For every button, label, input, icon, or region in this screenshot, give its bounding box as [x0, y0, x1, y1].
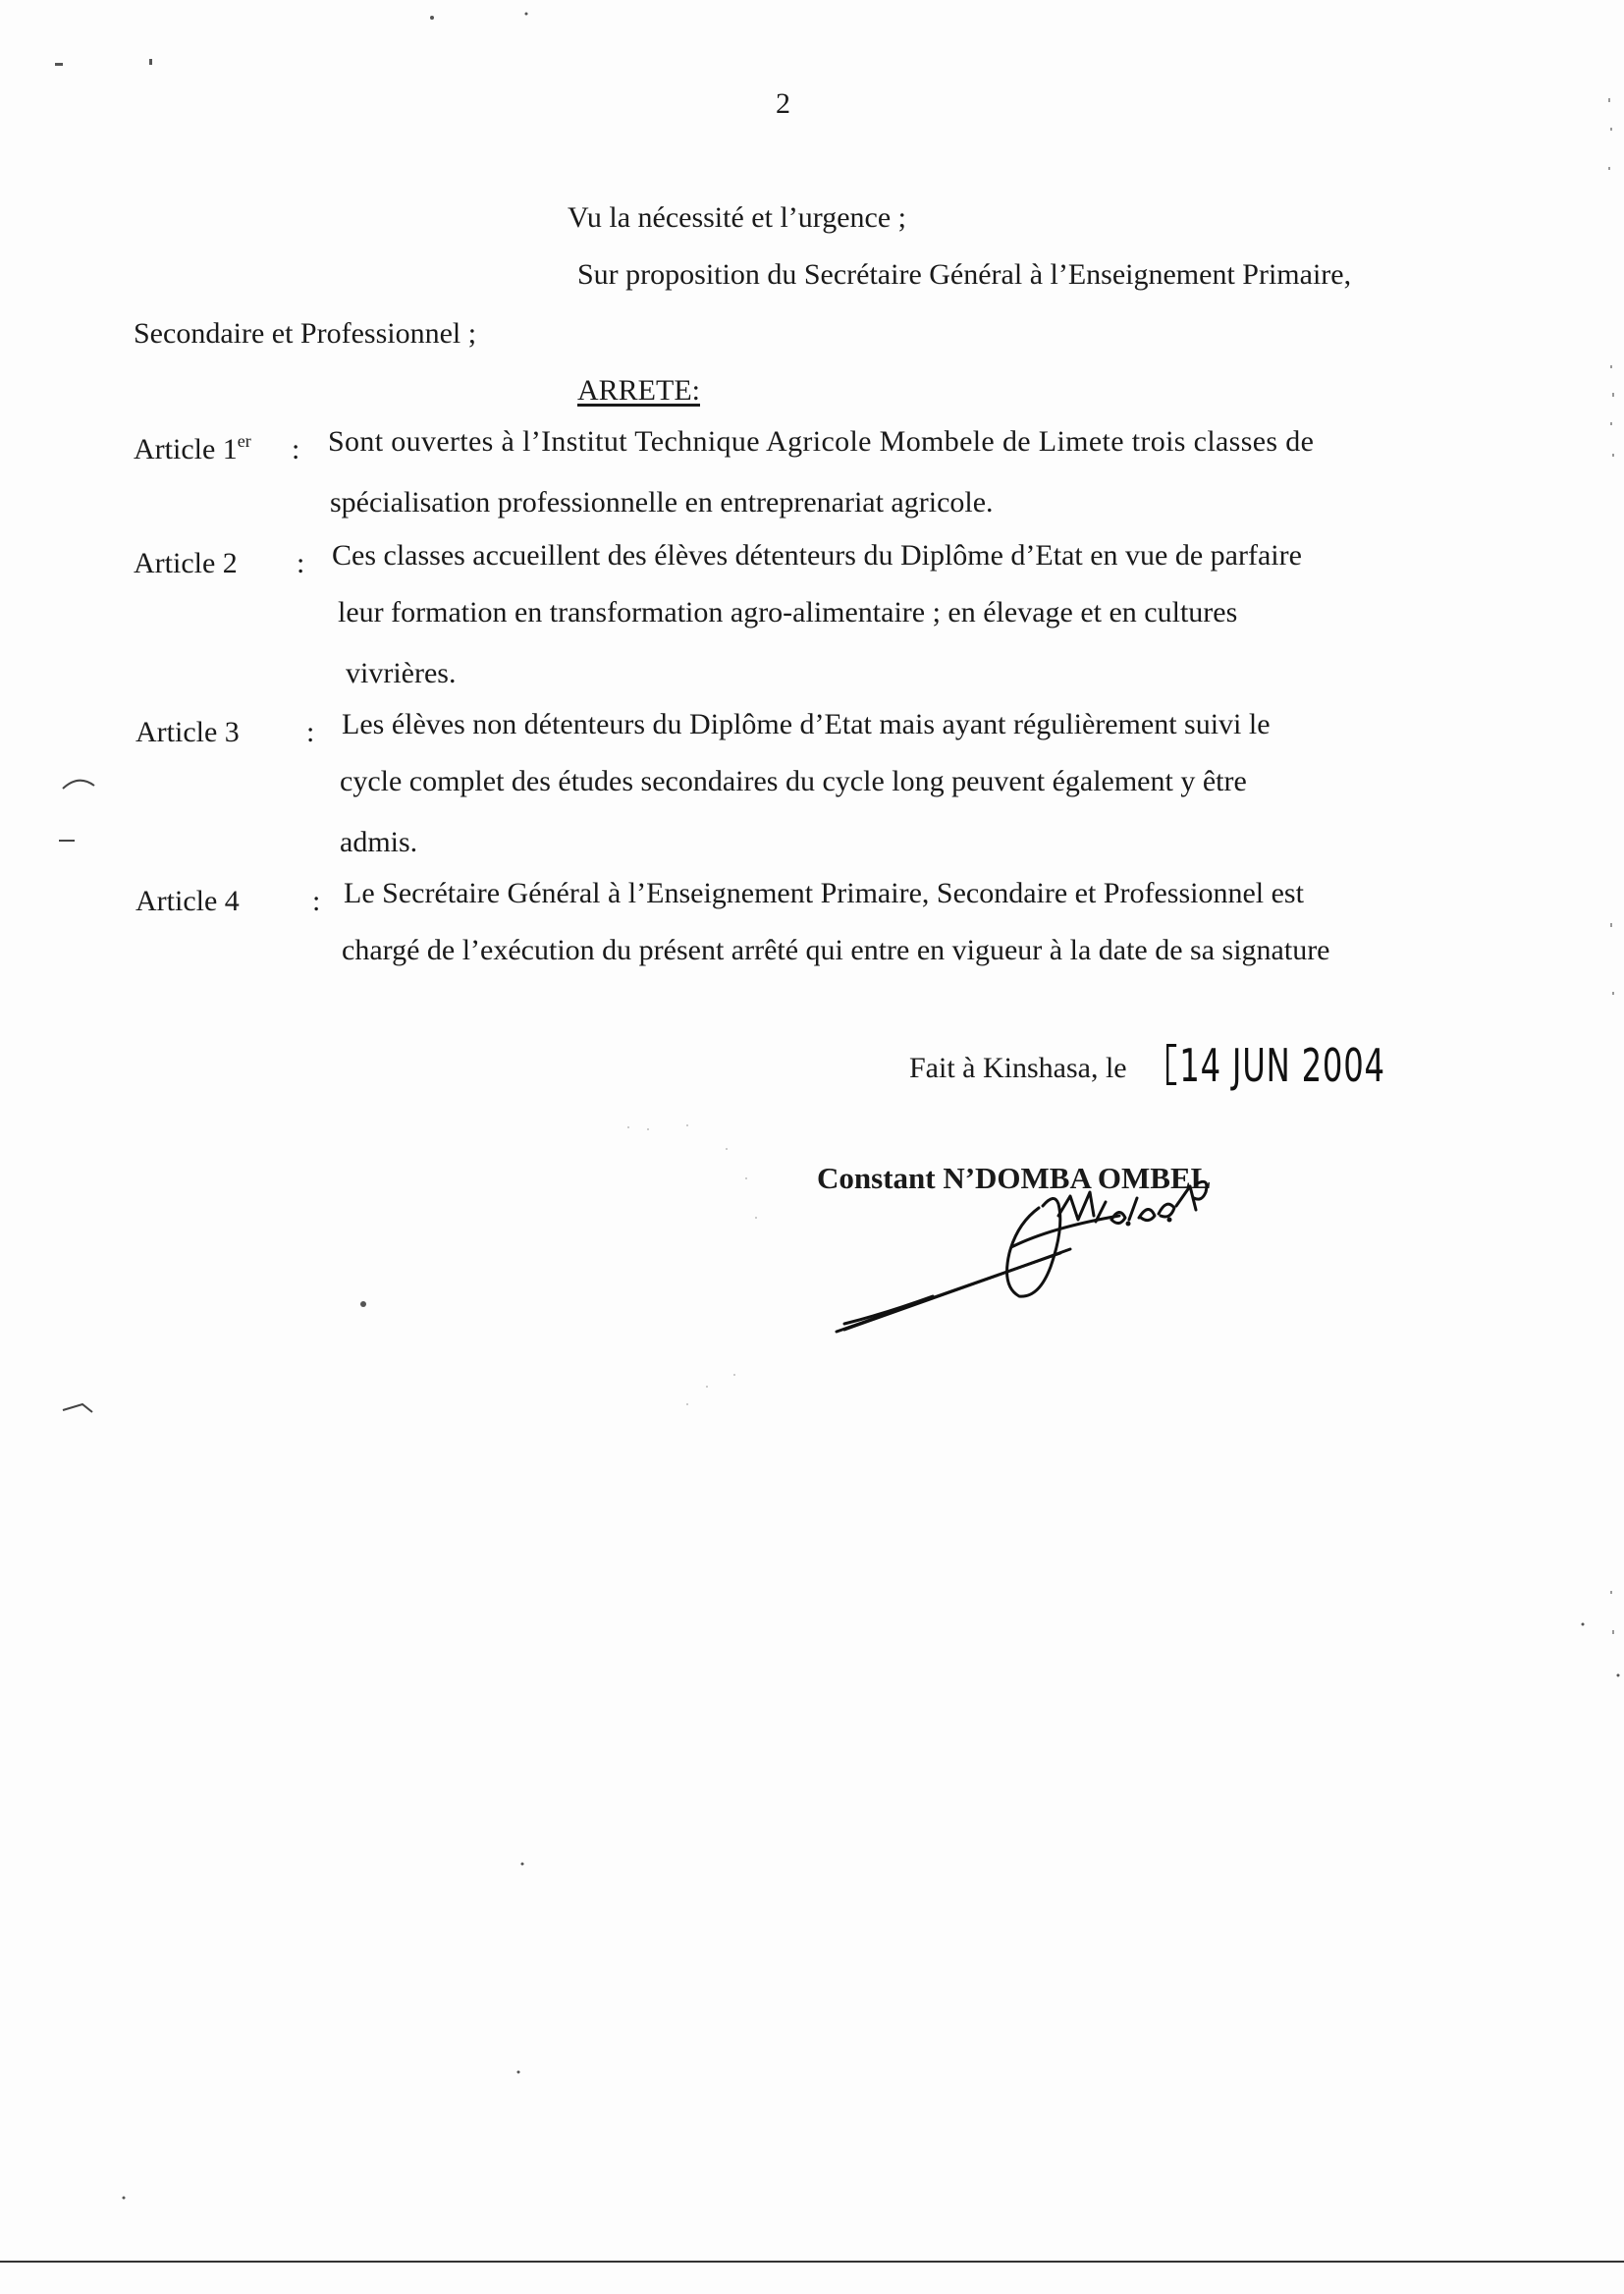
place-date-label: Fait à Kinshasa, le: [909, 1052, 1127, 1084]
article-1-line-1: [328, 424, 1449, 460]
article-2-line-3: vivrières.: [346, 657, 457, 689]
signer-name: Constant N’DOMBA OMBEL: [817, 1161, 1212, 1195]
article-3-colon: :: [306, 716, 315, 748]
page-bottom-edge: [0, 2261, 1624, 2263]
article-2-line-2: leur formation en transformation agro-alimentaire ; en élevage et en cultures: [338, 596, 1238, 628]
date-stamp: [1166, 1039, 1385, 1092]
decree-heading: ARRETE:: [577, 374, 700, 407]
article-1-label: [134, 432, 251, 467]
page-number: 2: [776, 87, 790, 120]
article-4-line-1: Le Secrétaire Général à l’Enseignement Primaire, Secondaire et Professionnel est: [344, 877, 1304, 909]
preamble-necessity: Vu la nécessité et l’urgence ;: [568, 201, 906, 234]
article-3-label: Article 3: [135, 716, 240, 748]
preamble-proposal: Sur proposition du Secrétaire Général à l’Enseignement Primaire,: [577, 258, 1352, 291]
article-2-colon: :: [297, 547, 305, 579]
article-4-colon: :: [312, 885, 321, 917]
stamp-bracket-icon: [1166, 1044, 1176, 1085]
article-1-colon: :: [292, 433, 300, 465]
article-3-line-3: admis.: [340, 826, 418, 858]
article-1-line-2: spécialisation professionnelle en entreprenariat agricole.: [330, 486, 994, 519]
article-2-label: Article 2: [134, 547, 238, 579]
article-1-label-sup: er: [237, 431, 251, 451]
article-2-line-1: Ces classes accueillent des élèves détenteurs du Diplôme d’Etat en vue de parfaire: [332, 539, 1302, 572]
handwritten-signature: [825, 1159, 1276, 1345]
article-1-line-1-text: Sont ouvertes à l’Institut Technique Agricole Mombele de Limete trois classes de: [328, 425, 1315, 458]
preamble-proposal-continued: Secondaire et Professionnel ;: [134, 317, 477, 350]
article-4-line-2: chargé de l’exécution du présent arrêté qui entre en vigueur à la date de sa signature: [342, 934, 1330, 966]
article-1-label-text: Article 1: [134, 433, 238, 465]
article-4-label: Article 4: [135, 885, 240, 917]
article-3-line-1: Les élèves non détenteurs du Diplôme d’Etat mais ayant régulièrement suivi le: [342, 708, 1271, 740]
stamp-date-text: 14 JUN 2004: [1179, 1039, 1385, 1092]
article-3-line-2: cycle complet des études secondaires du cycle long peuvent également y être: [340, 765, 1247, 797]
